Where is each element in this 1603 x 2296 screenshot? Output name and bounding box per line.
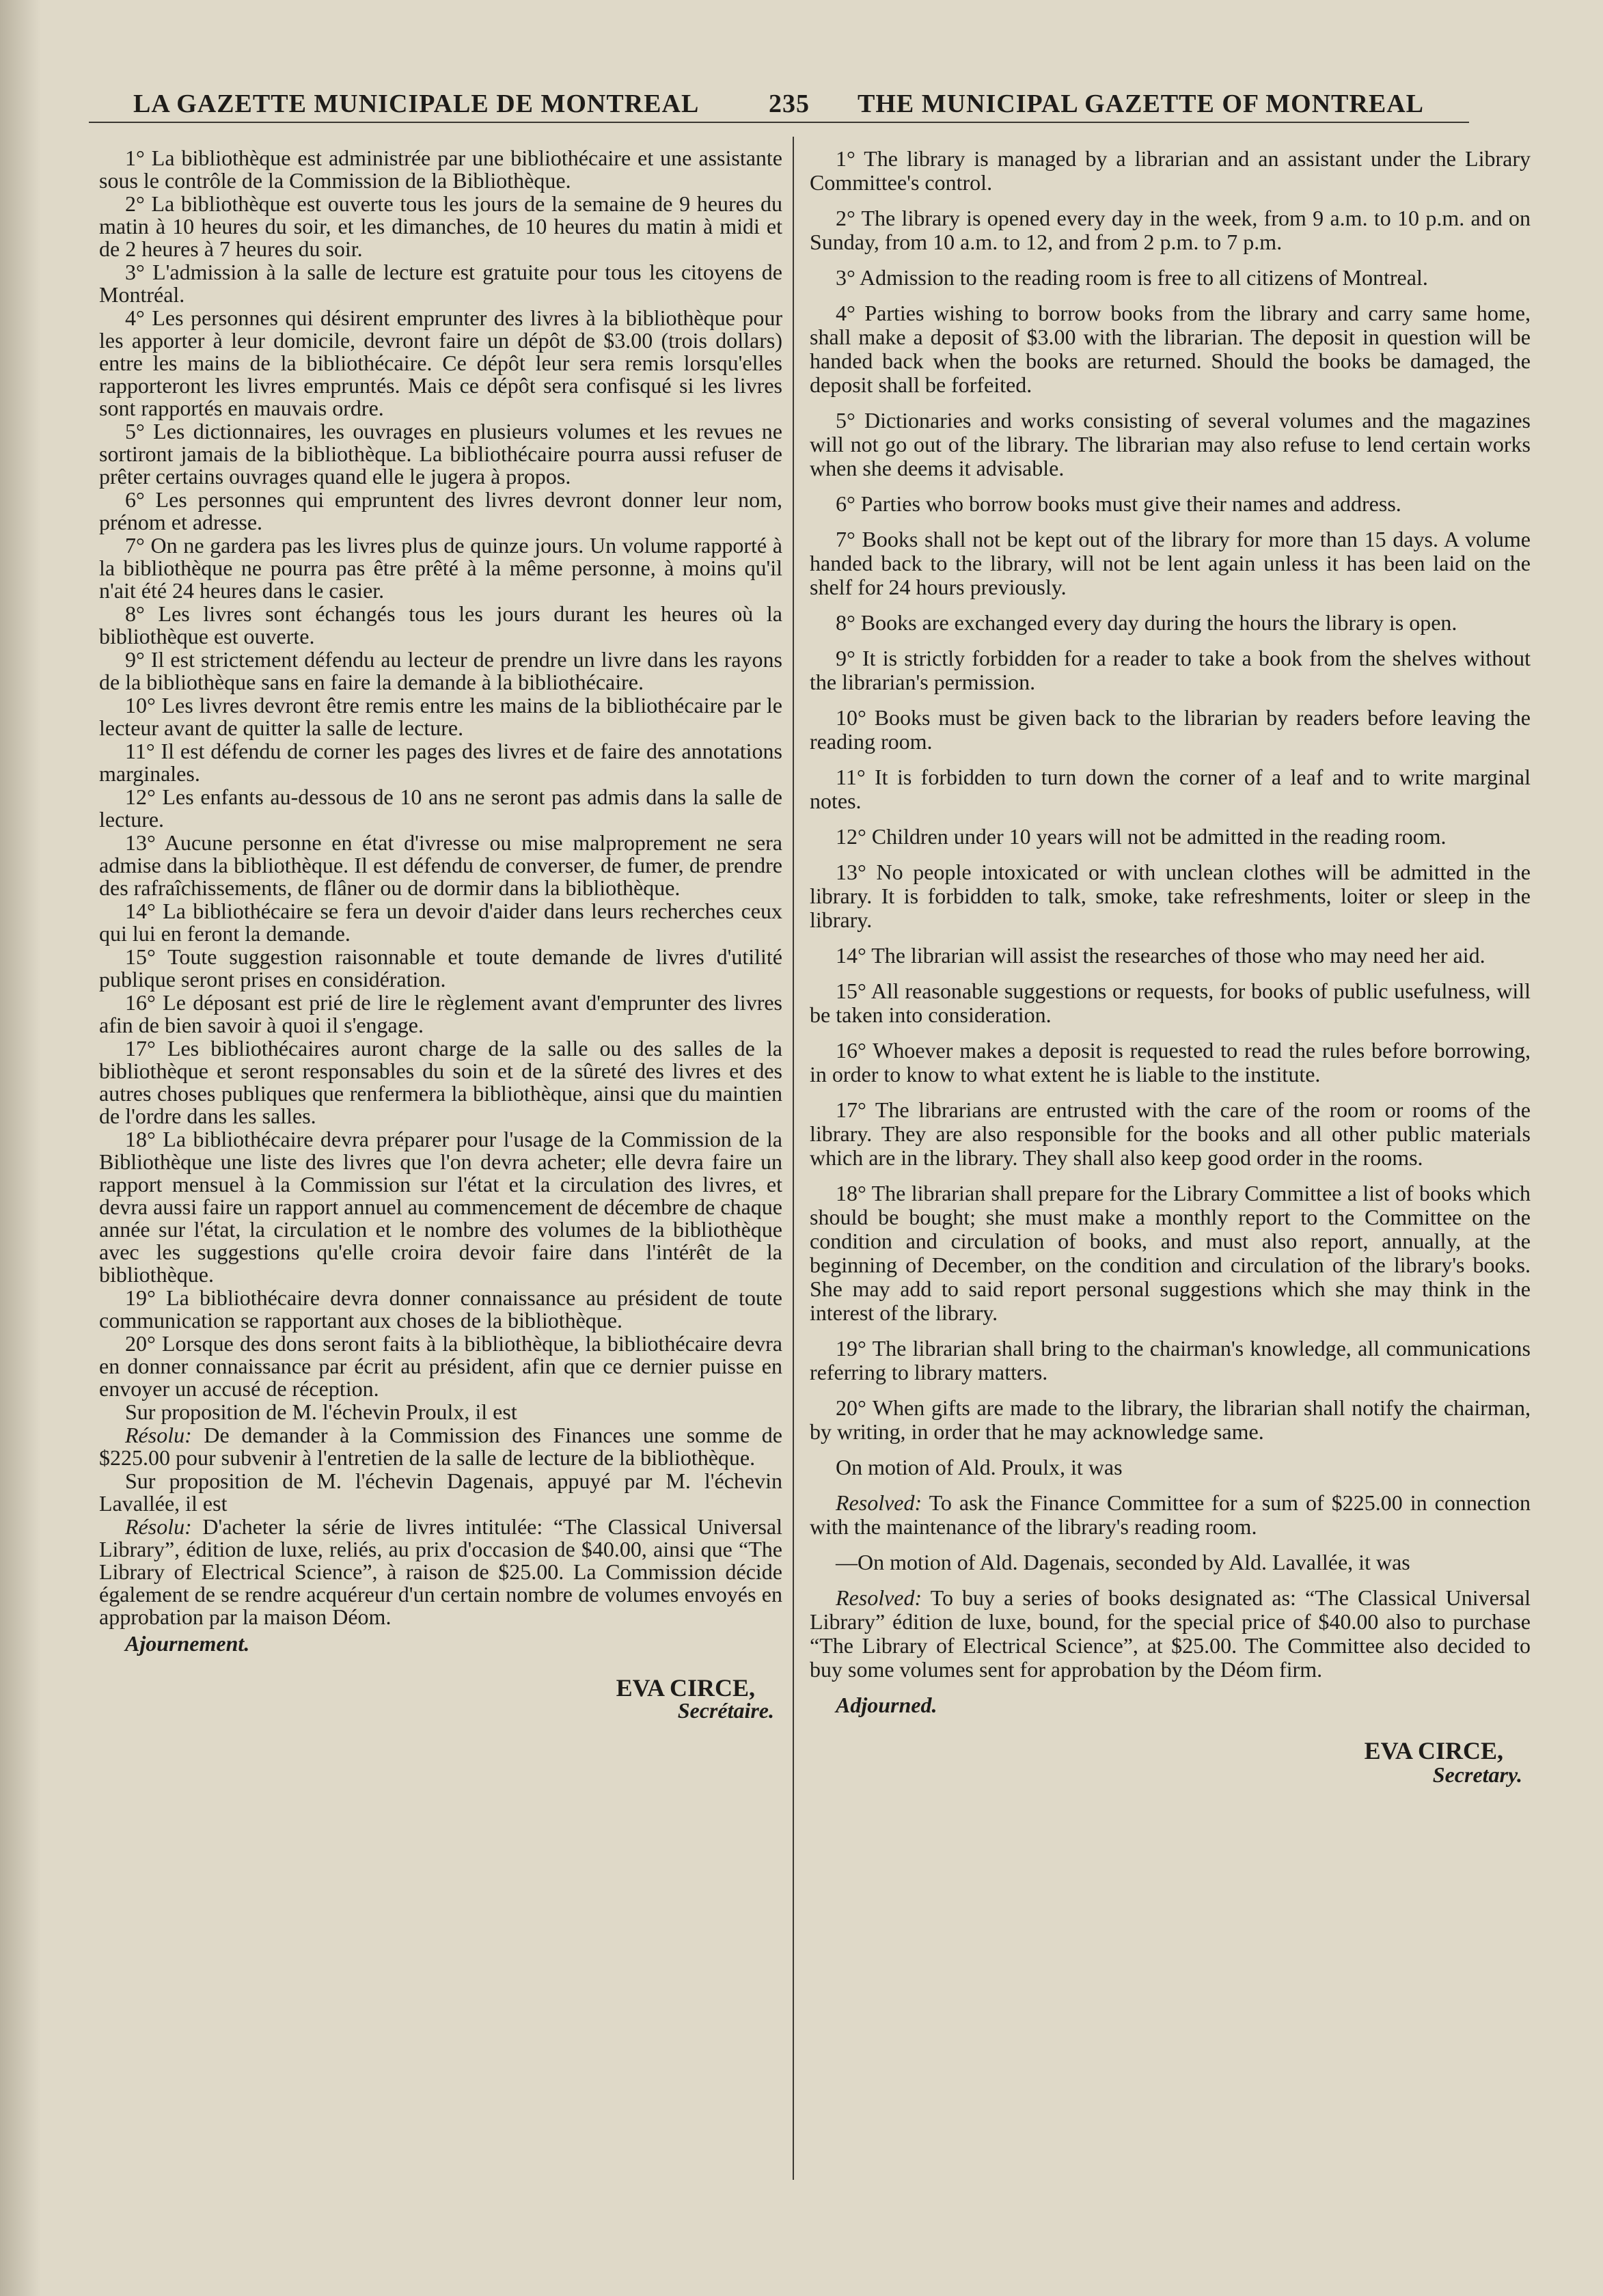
- signature-title: Secretary.: [1432, 1762, 1522, 1787]
- header-rule: [89, 122, 1469, 123]
- rule-paragraph: 18° La bibliothécaire devra préparer pour l'usage de la Commission de la Bibliothèque une liste des livres que l'on devra acheter; elle devra faire un rapport mensuel à la Commission sur l'état et la circulation des livres, et devra aussi faire un rapport annuel au commencement de décembre de chaque année sur l'état, la circulation et le nombre des volumes de la bibliothèque avec les suggestions qu'elle croira devoir faire dans l'intérêt de la bibliothèque.: [99, 1127, 782, 1287]
- resolution-text: D'acheter la série de livres intitulée: “The Classical Universal Library”, édition de luxe, reliés, au prix d'occasion de $40.00, ainsi que “The Library of Electrical Science”, à raison de $25.00. La Commission décide également de se rendre acquéreur d'un certain nombre de volumes envoyés en approbation par la maison Déom.: [99, 1514, 782, 1629]
- rule-paragraph: 3° Admission to the reading room is free to all citizens of Montreal.: [836, 265, 1428, 290]
- resolution-label: Résolu:: [125, 1423, 192, 1447]
- rule-paragraph: 2° The library is opened every day in the week, from 9 a.m. to 10 p.m. and on Sunday, from 10 a.m. to 12, and from 2 p.m. to 7 p.m.: [810, 206, 1531, 254]
- rule-paragraph: 9° Il est strictement défendu au lecteur de prendre un livre dans les rayons de la bibliothèque sans en faire la demande à la bibliothécaire.: [99, 647, 782, 694]
- rule-paragraph: 4° Parties wishing to borrow books from the library and carry same home, shall make a deposit of $3.00 with the librarian. The deposit in question will be handed back when the books are returned. Should the books be damaged, the deposit shall be forfeited.: [810, 301, 1531, 397]
- rule-paragraph: 8° Les livres sont échangés tous les jours durant les heures où la bibliothèque est ouverte.: [99, 601, 782, 648]
- resolution: [810, 1491, 1531, 1539]
- rule-paragraph: 12° Les enfants au-dessous de 10 ans ne seront pas admis dans la salle de lecture.: [99, 784, 782, 832]
- resolution-text: To ask the Finance Committee for a sum of $225.00 in connection with the maintenance of the library's reading room.: [810, 1490, 1531, 1539]
- english-column: [810, 147, 1531, 1787]
- rule-paragraph: 1° The library is managed by a librarian and an assistant under the Library Committee's control.: [810, 146, 1531, 195]
- rule-paragraph: 15° Toute suggestion raisonnable et toute demande de livres d'utilité publique seront prises en considération.: [99, 944, 782, 992]
- resolution: [99, 1516, 782, 1628]
- rule-paragraph: 19° The librarian shall bring to the chairman's knowledge, all communications referring to library matters.: [810, 1336, 1531, 1384]
- signature-title: Secrétaire.: [677, 1698, 774, 1723]
- page-number: 235: [769, 90, 810, 118]
- rule-paragraph: 13° No people intoxicated or with unclean clothes will be admitted in the library. It is forbidden to talk, smoke, take refreshments, loiter or sleep in the library.: [810, 860, 1531, 932]
- rule-paragraph: 11° It is forbidden to turn down the corner of a leaf and to write marginal notes.: [810, 765, 1531, 813]
- rule-paragraph: 10° Books must be given back to the librarian by readers before leaving the reading room.: [810, 705, 1531, 754]
- rule-paragraph: 16° Le déposant est prié de lire le règlement avant d'emprunter des livres afin de bien savoir à quoi il s'engage.: [99, 990, 782, 1037]
- header-english-title: THE MUNICIPAL GAZETTE OF MONTREAL: [858, 90, 1424, 118]
- adjournment: Ajournement.: [125, 1631, 250, 1656]
- binding-shadow: [0, 0, 41, 2296]
- motion-text: Sur proposition de M. l'échevin Proulx, il est: [125, 1399, 517, 1424]
- rule-paragraph: 11° Il est défendu de corner les pages des livres et de faire des annotations marginales.: [99, 739, 782, 786]
- rule-paragraph: 1° La bibliothèque est administrée par une bibliothécaire et une assistante sous le contrôle de la Commission de la Bibliothèque.: [99, 146, 782, 193]
- rule-paragraph: 2° La bibliothèque est ouverte tous les jours de la semaine de 9 heures du matin à 10 heures du soir, et les dimanches, de 10 heures du matin à midi et de 2 heures à 7 heures du soir.: [99, 191, 782, 261]
- rule-paragraph: 10° Les livres devront être remis entre les mains de la bibliothécaire par le lecteur avant de quitter la salle de lecture.: [99, 693, 782, 740]
- rule-paragraph: 19° La bibliothécaire devra donner connaissance au président de toute communication se rapportant aux choses de la bibliothèque.: [99, 1285, 782, 1332]
- resolution-text: To buy a series of books designated as: “The Classical Universal Library” édition de luxe, bound, for the special price of $40.00 also to purchase “The Library of Electrical Science”, at $25.00. The Committee also decided to buy some volumes sent for approbation by the Déom firm.: [810, 1585, 1531, 1682]
- page-header: [82, 89, 1455, 123]
- motion-text: Sur proposition de M. l'échevin Dagenais, appuyé par M. l'échevin Lavallée, il est: [99, 1468, 782, 1516]
- rule-paragraph: 6° Les personnes qui empruntent des livres devront donner leur nom, prénom et adresse.: [99, 487, 782, 534]
- rule-paragraph: 5° Dictionaries and works consisting of several volumes and the magazines will not go out of the library. The librarian may also refuse to lend certain works when she deems it advisable.: [810, 408, 1531, 480]
- rule-paragraph: 7° On ne gardera pas les livres plus de quinze jours. Un volume rapporté à la bibliothèque ne pourra pas être prêté à la même personne, à moins qu'il n'ait été 24 heures dans le casier.: [99, 533, 782, 603]
- rule-paragraph: 16° Whoever makes a deposit is requested to read the rules before borrowing, in order to know to what extent he is liable to the institute.: [810, 1038, 1531, 1086]
- adjournment: Adjourned.: [836, 1693, 937, 1717]
- rule-paragraph: 7° Books shall not be kept out of the library for more than 15 days. A volume handed back to the library, will not be lent again unless it has been laid on the shelf for 24 hours previously.: [810, 527, 1531, 599]
- resolution: [810, 1586, 1531, 1682]
- rule-paragraph: 8° Books are exchanged every day during the hours the library is open.: [836, 610, 1457, 635]
- rule-paragraph: 15° All reasonable suggestions or requests, for books of public usefulness, will be taken into consideration.: [810, 979, 1531, 1027]
- rule-paragraph: 14° The librarian will assist the researches of those who may need her aid.: [836, 943, 1485, 968]
- resolution-text: De demander à la Commission des Finances une somme de $225.00 pour subvenir à l'entretien de la salle de lecture de la bibliothèque.: [99, 1423, 782, 1470]
- signature: EVA CIRCE,: [1364, 1737, 1503, 1764]
- header-french-title: LA GAZETTE MUNICIPALE DE MONTREAL: [133, 90, 700, 118]
- rule-paragraph: 4° Les personnes qui désirent emprunter des livres à la bibliothèque pour les apporter à leur domicile, devront faire un dépôt de $3.00 (trois dollars) entre les mains de la bibliothécaire. Ce dépôt leur sera remis lorsqu'elles rapporteront les livres empruntés. Mais ce dépôt sera confisqué si les livres sont rapportés en mauvais ordre.: [99, 305, 782, 420]
- resolution-label: Resolved:: [836, 1585, 922, 1610]
- column-divider: [793, 137, 794, 2180]
- rule-paragraph: 14° La bibliothécaire se fera un devoir d'aider dans leurs recherches ceux qui lui en feront la demande.: [99, 899, 782, 946]
- signature: EVA CIRCE,: [616, 1674, 755, 1702]
- rule-paragraph: 6° Parties who borrow books must give their names and address.: [836, 491, 1401, 516]
- french-column: [99, 147, 782, 1722]
- rule-paragraph: 20° When gifts are made to the library, the librarian shall notify the chairman, by writing, in order that he may acknowledge same.: [810, 1395, 1531, 1444]
- motion-text: —On motion of Ald. Dagenais, seconded by Ald. Lavallée, it was: [836, 1550, 1410, 1574]
- rule-paragraph: 20° Lorsque des dons seront faits à la bibliothèque, la bibliothécaire devra en donner connaissance par écrit au président, afin que ce dernier puisse en envoyer un accusé de réception.: [99, 1331, 782, 1401]
- rule-paragraph: 9° It is strictly forbidden for a reader to take a book from the shelves without the librarian's permission.: [810, 646, 1531, 694]
- rule-paragraph: 18° The librarian shall prepare for the Library Committee a list of books which should be bought; she must make a monthly report to the Committee on the condition and circulation of books, and must also report, annually, at the beginning of December, on the condition and circulation of the library's books. She may add to said report personal suggestions which she may think in the interest of the library.: [810, 1181, 1531, 1325]
- rule-paragraph: 13° Aucune personne en état d'ivresse ou mise malproprement ne sera admise dans la bibliothèque. Il est défendu de converser, de fumer, de prendre des rafraîchissements, de flâner ou de dormir dans la bibliothèque.: [99, 830, 782, 900]
- resolution-label: Resolved:: [836, 1490, 922, 1515]
- rule-paragraph: 5° Les dictionnaires, les ouvrages en plusieurs volumes et les revues ne sortiront jamais de la bibliothèque. La bibliothécaire pourra aussi refuser de prêter certains ouvrages quand elle le jugera à propos.: [99, 419, 782, 489]
- rule-paragraph: 12° Children under 10 years will not be admitted in the reading room.: [836, 824, 1447, 849]
- resolution-label: Résolu:: [125, 1514, 192, 1539]
- resolution: [99, 1424, 782, 1469]
- rule-paragraph: 3° L'admission à la salle de lecture est gratuite pour tous les citoyens de Montréal.: [99, 260, 782, 307]
- rule-paragraph: 17° Les bibliothécaires auront charge de la salle ou des salles de la bibliothèque et seront responsables du soin et de la sûreté des livres et des autres choses publiques que renfermera la bibliothèque, ainsi que du maintien de l'ordre dans les salles.: [99, 1036, 782, 1128]
- rule-paragraph: 17° The librarians are entrusted with the care of the room or rooms of the library. They are also responsible for the books and all other public materials which are in the library. They shall also keep good order in the rooms.: [810, 1097, 1531, 1170]
- motion-text: On motion of Ald. Proulx, it was: [836, 1455, 1123, 1479]
